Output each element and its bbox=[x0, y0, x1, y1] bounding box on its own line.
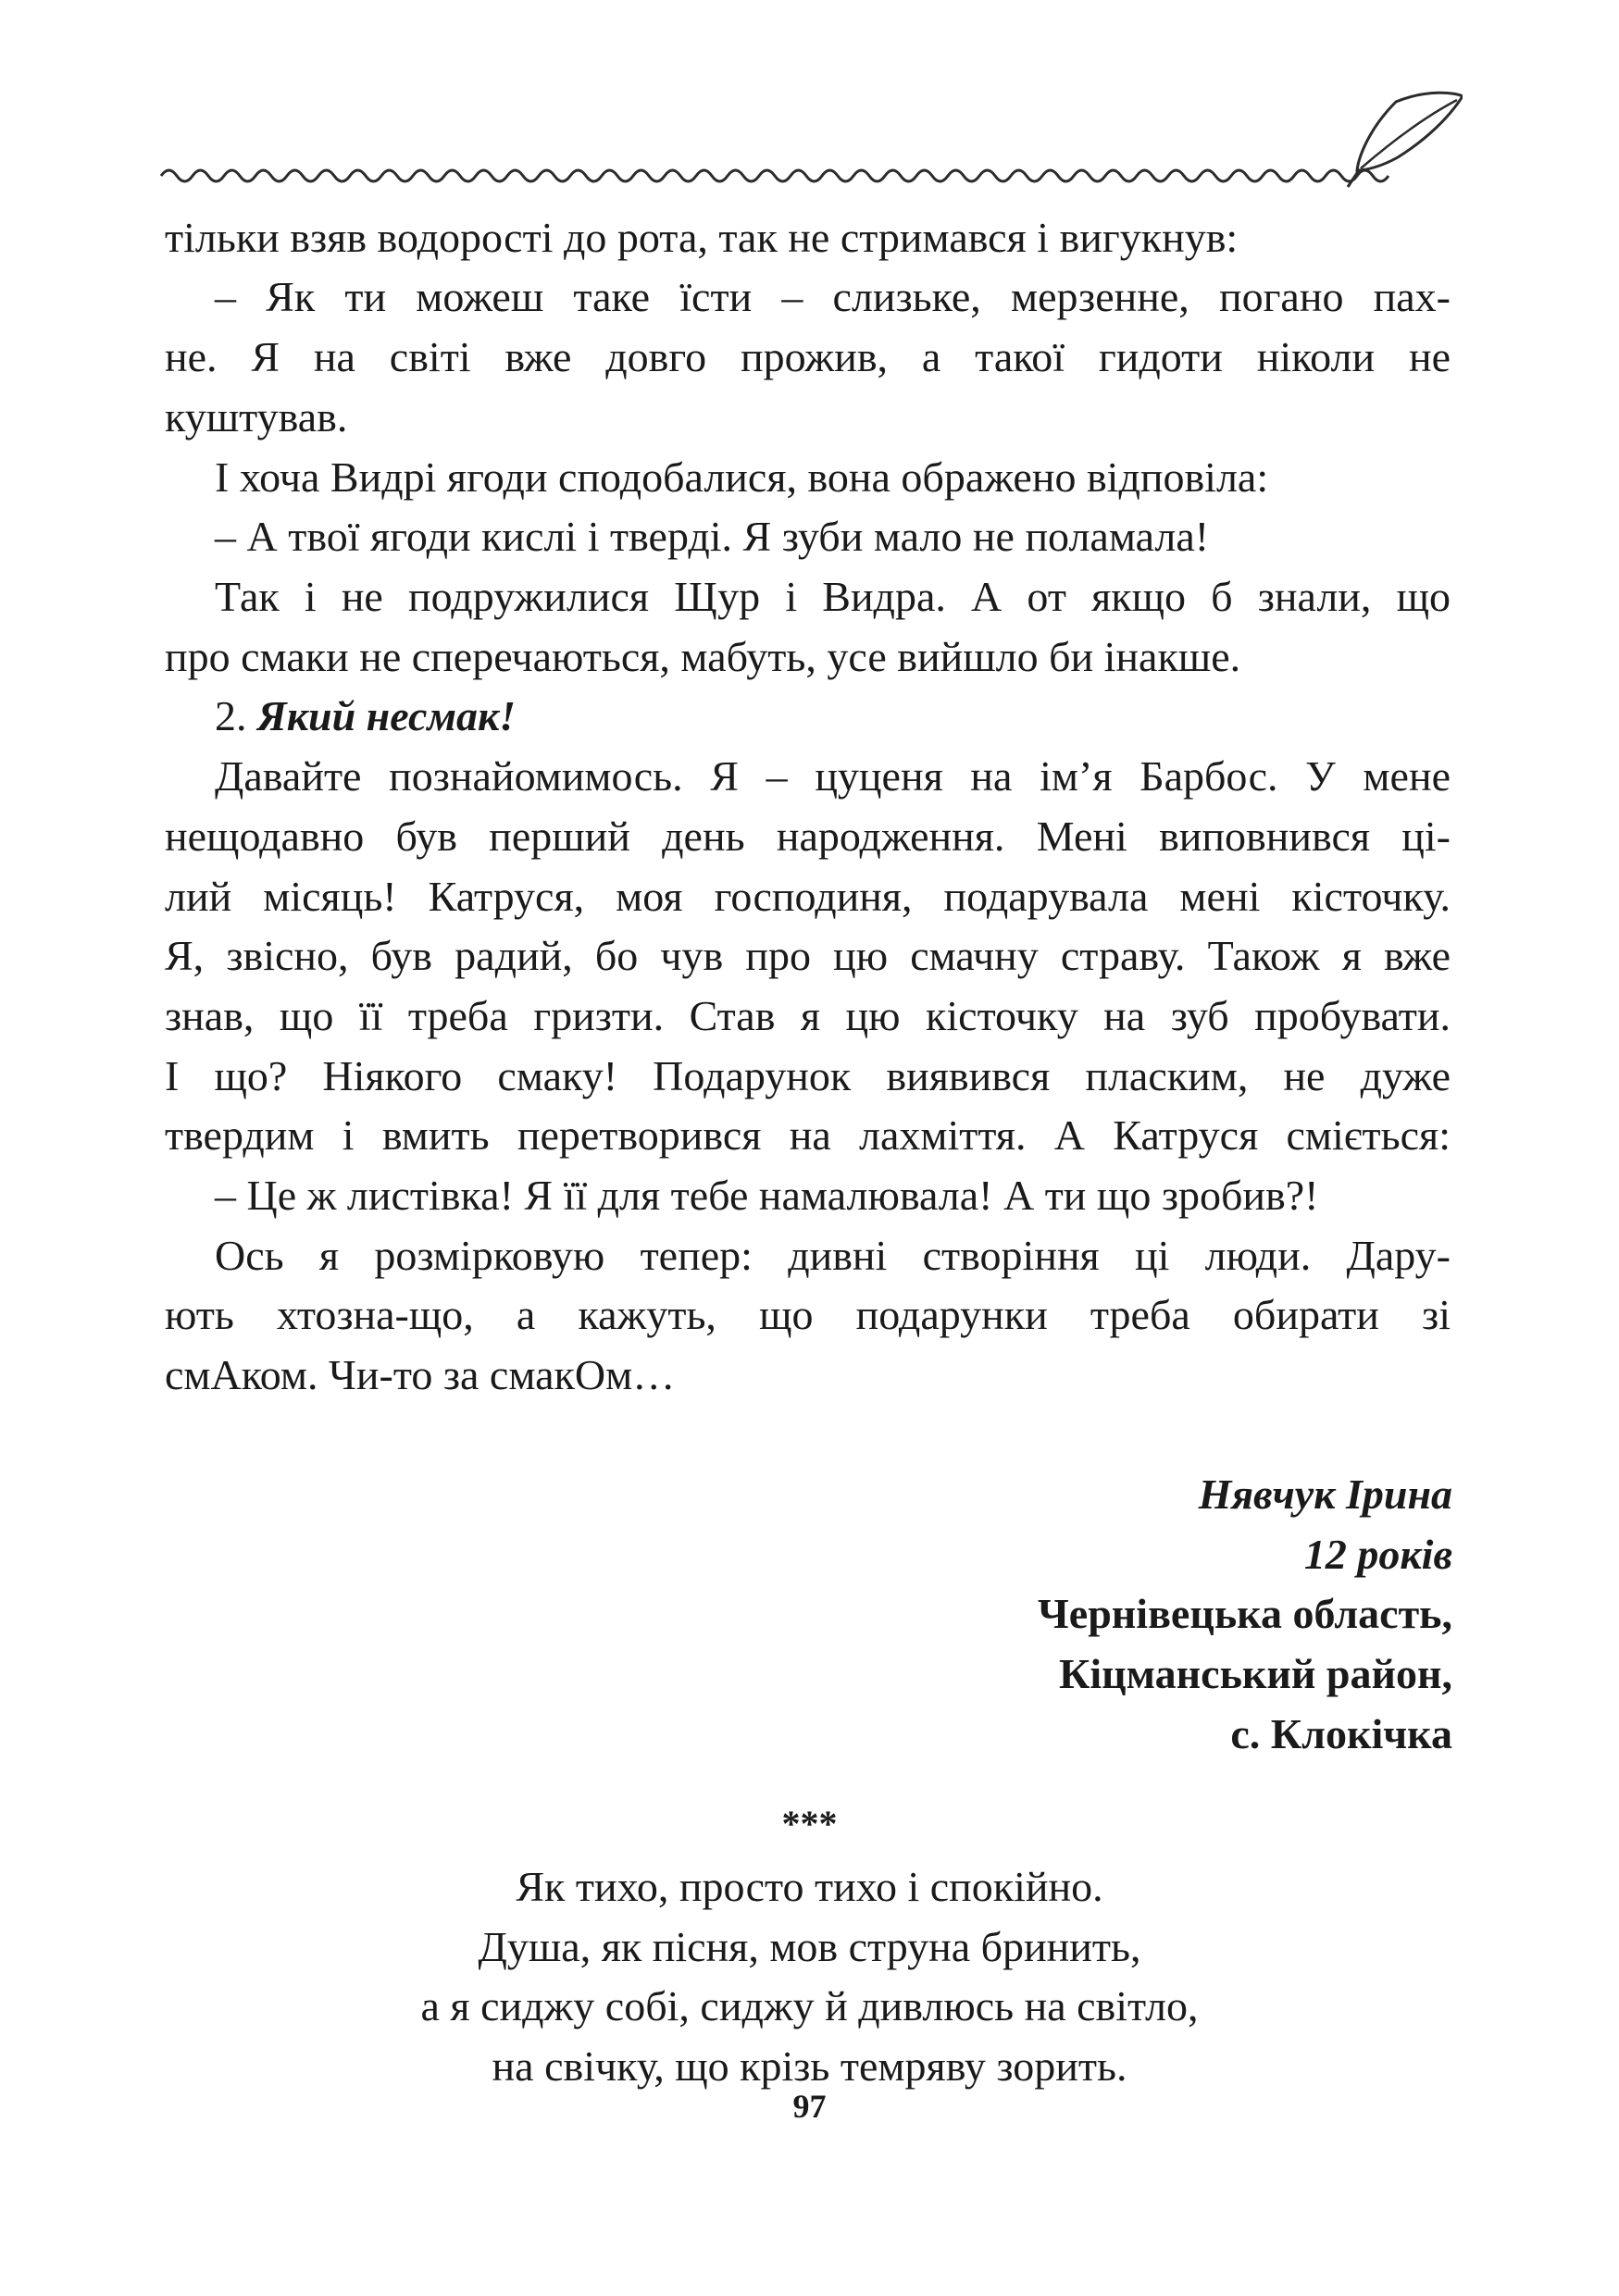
prose-line: Давайте познайомимось. Я – цуценя на ім’я Барбос. У мене bbox=[215, 752, 1451, 800]
prose-line: Ось я розмірковую тепер: дивні створіння ці люди. Дару- bbox=[215, 1232, 1451, 1279]
author-district: Кіцманський район, bbox=[1058, 1650, 1452, 1697]
prose-line: твердим і вмить перетворився на лахміття. А Катруся сміється: bbox=[165, 1111, 1451, 1159]
prose-line: куштував. bbox=[165, 393, 348, 441]
section-heading bbox=[165, 689, 1451, 743]
page-header-ornament bbox=[157, 91, 1463, 194]
prose-line: ють хтозна-що, а кажуть, що подарунки треба обирати зі bbox=[165, 1291, 1451, 1338]
feather-quill-icon bbox=[1348, 93, 1463, 187]
poem-separator: *** bbox=[781, 1803, 838, 1844]
prose-line: смАком. Чи-то за смакОм… bbox=[165, 1351, 676, 1398]
prose-line: – Це ж листівка! Я її для тебе намалювала! А ти що зробив?! bbox=[215, 1172, 1319, 1219]
poem-line: на свічку, що крізь темряву зорить. bbox=[492, 2042, 1127, 2090]
author-name: Нявчук Ірина bbox=[1198, 1471, 1452, 1518]
prose-line: – А твої ягоди кислі і тверді. Я зуби мало не поламала! bbox=[215, 513, 1210, 560]
prose-line: не. Я на світі вже довго прожив, а такої гидоти ніколи не bbox=[165, 333, 1451, 380]
prose-line: нещодавно був перший день народження. Мені виповнився ці- bbox=[165, 813, 1451, 860]
poem-line: а я сиджу собі, сиджу й дивлюсь на світло, bbox=[420, 1982, 1199, 2029]
prose-line: знав, що її треба гризти. Став я цю кісточку на зуб пробувати. bbox=[165, 992, 1451, 1039]
poem-line: Як тихо, просто тихо і спокійно. bbox=[516, 1863, 1103, 1910]
prose-line: І хоча Видрі ягоди сподобалися, вона ображено відповіла: bbox=[215, 453, 1269, 501]
section-title: Який несмак! bbox=[257, 692, 517, 739]
poem-line: Душа, як пісня, мов струна бринить, bbox=[478, 1923, 1141, 1970]
prose-line: Так і не подружилися Щур і Видра. А от якщо б знали, що bbox=[215, 573, 1451, 620]
author-village: с. Клокічка bbox=[1230, 1710, 1452, 1757]
author-region: Чернівецька область, bbox=[1038, 1590, 1452, 1637]
prose-line: І що? Ніякого смаку! Подарунок виявився пласким, не дуже bbox=[165, 1052, 1451, 1099]
prose-line: – Як ти можеш таке їсти – слизьке, мерзенне, погано пах- bbox=[215, 273, 1451, 320]
prose-line: про смаки не сперечаються, мабуть, усе вийшло би інакше. bbox=[165, 633, 1241, 680]
wavy-rule bbox=[157, 91, 1463, 194]
prose-line: тільки взяв водорості до рота, так не стримався і вигукнув: bbox=[165, 214, 1239, 261]
page-number: 97 bbox=[792, 2088, 827, 2125]
prose-line: лий місяць! Катруся, моя господиня, подарувала мені кісточку. bbox=[165, 873, 1451, 920]
section-number: 2. bbox=[215, 692, 247, 739]
author-age: 12 років bbox=[1303, 1531, 1452, 1578]
prose-line: Я, звісно, був радий, бо чув про цю смачну страву. Також я вже bbox=[165, 932, 1451, 979]
